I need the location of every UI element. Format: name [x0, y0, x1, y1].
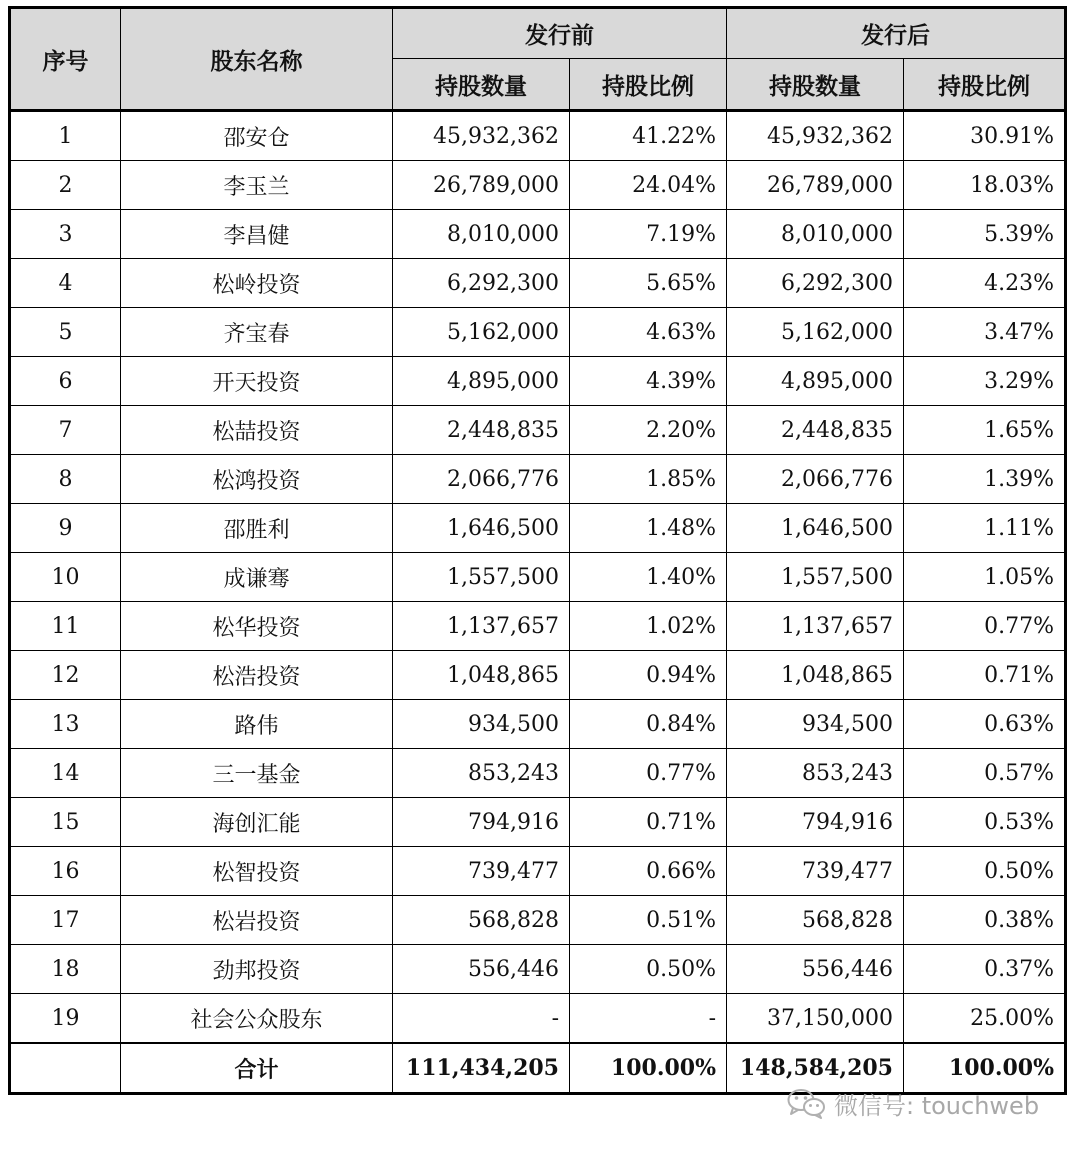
- table-row: [10, 749, 1066, 798]
- after-shares: 45,932,362: [727, 111, 904, 161]
- row-index: 6: [10, 357, 121, 406]
- table-row: [10, 210, 1066, 259]
- after-shares: 2,448,835: [727, 406, 904, 455]
- shareholder-table: [8, 6, 1067, 1095]
- shareholder-name: 李昌健: [121, 210, 393, 259]
- after-shares: 568,828: [727, 896, 904, 945]
- before-ratio: 1.48%: [570, 504, 727, 553]
- header-before-shares: 持股数量: [393, 59, 570, 111]
- after-ratio: 1.65%: [904, 406, 1066, 455]
- after-shares: 934,500: [727, 700, 904, 749]
- before-ratio: 0.94%: [570, 651, 727, 700]
- before-ratio: 4.39%: [570, 357, 727, 406]
- table-row: [10, 553, 1066, 602]
- row-index: 11: [10, 602, 121, 651]
- shareholder-name: 海创汇能: [121, 798, 393, 847]
- row-index: 1: [10, 111, 121, 161]
- after-ratio: 1.11%: [904, 504, 1066, 553]
- shareholder-name: 邵胜利: [121, 504, 393, 553]
- watermark-text: 微信号: touchweb: [834, 1091, 1040, 1120]
- after-ratio: 3.29%: [904, 357, 1066, 406]
- table-row: [10, 111, 1066, 161]
- before-shares: 556,446: [393, 945, 570, 994]
- total-label: 合计: [121, 1043, 393, 1094]
- before-ratio: 2.20%: [570, 406, 727, 455]
- row-index: 17: [10, 896, 121, 945]
- after-ratio: 25.00%: [904, 994, 1066, 1044]
- table-row: [10, 896, 1066, 945]
- shareholder-name: 成谦骞: [121, 553, 393, 602]
- shareholder-name: 社会公众股东: [121, 994, 393, 1044]
- after-shares: 1,557,500: [727, 553, 904, 602]
- table-row: [10, 504, 1066, 553]
- shareholder-name: 松华投资: [121, 602, 393, 651]
- table-row: [10, 847, 1066, 896]
- before-shares: 1,557,500: [393, 553, 570, 602]
- before-shares: 853,243: [393, 749, 570, 798]
- after-ratio: 5.39%: [904, 210, 1066, 259]
- before-shares: 739,477: [393, 847, 570, 896]
- after-ratio: 0.57%: [904, 749, 1066, 798]
- total-after-shares: 148,584,205: [727, 1043, 904, 1094]
- after-ratio: 1.05%: [904, 553, 1066, 602]
- row-index: 9: [10, 504, 121, 553]
- after-ratio: 3.47%: [904, 308, 1066, 357]
- before-ratio: 0.66%: [570, 847, 727, 896]
- header-index: 序号: [10, 8, 121, 111]
- after-shares: 1,048,865: [727, 651, 904, 700]
- before-ratio: 4.63%: [570, 308, 727, 357]
- before-ratio: 24.04%: [570, 161, 727, 210]
- before-shares: 1,137,657: [393, 602, 570, 651]
- before-shares: 8,010,000: [393, 210, 570, 259]
- shareholder-name: 松岭投资: [121, 259, 393, 308]
- header-after-shares: 持股数量: [727, 59, 904, 111]
- row-index: 19: [10, 994, 121, 1044]
- after-shares: 739,477: [727, 847, 904, 896]
- table-header: [10, 8, 1066, 111]
- table-row: [10, 357, 1066, 406]
- before-shares: 1,048,865: [393, 651, 570, 700]
- before-ratio: 0.84%: [570, 700, 727, 749]
- before-ratio: -: [570, 994, 727, 1044]
- table-body: [10, 111, 1066, 1044]
- table-row: [10, 651, 1066, 700]
- shareholder-name: 松岩投资: [121, 896, 393, 945]
- header-before-ratio: 持股比例: [570, 59, 727, 111]
- before-ratio: 1.85%: [570, 455, 727, 504]
- before-shares: 568,828: [393, 896, 570, 945]
- after-shares: 26,789,000: [727, 161, 904, 210]
- row-index: 10: [10, 553, 121, 602]
- header-name: 股东名称: [121, 8, 393, 111]
- row-index: 4: [10, 259, 121, 308]
- after-ratio: 0.53%: [904, 798, 1066, 847]
- row-index: 2: [10, 161, 121, 210]
- shareholder-name: 三一基金: [121, 749, 393, 798]
- row-index: 14: [10, 749, 121, 798]
- table-row: [10, 994, 1066, 1044]
- shareholder-name: 松鸿投资: [121, 455, 393, 504]
- after-shares: 4,895,000: [727, 357, 904, 406]
- table-row: [10, 602, 1066, 651]
- table-row: [10, 700, 1066, 749]
- total-before-shares: 111,434,205: [393, 1043, 570, 1094]
- table-row: [10, 308, 1066, 357]
- after-ratio: 0.71%: [904, 651, 1066, 700]
- after-shares: 794,916: [727, 798, 904, 847]
- after-ratio: 0.77%: [904, 602, 1066, 651]
- row-index: 7: [10, 406, 121, 455]
- shareholder-name: 松智投资: [121, 847, 393, 896]
- row-index: 8: [10, 455, 121, 504]
- after-ratio: 0.38%: [904, 896, 1066, 945]
- before-shares: 5,162,000: [393, 308, 570, 357]
- table-row: [10, 798, 1066, 847]
- watermark: [786, 1086, 1039, 1120]
- shareholder-name: 松浩投资: [121, 651, 393, 700]
- after-shares: 1,646,500: [727, 504, 904, 553]
- before-shares: 1,646,500: [393, 504, 570, 553]
- shareholder-name: 劲邦投资: [121, 945, 393, 994]
- after-ratio: 0.37%: [904, 945, 1066, 994]
- after-shares: 8,010,000: [727, 210, 904, 259]
- before-ratio: 0.51%: [570, 896, 727, 945]
- before-ratio: 7.19%: [570, 210, 727, 259]
- row-index: 18: [10, 945, 121, 994]
- shareholder-name: 松喆投资: [121, 406, 393, 455]
- row-index: 13: [10, 700, 121, 749]
- before-ratio: 0.71%: [570, 798, 727, 847]
- total-before-ratio: 100.00%: [570, 1043, 727, 1094]
- shareholder-name: 邵安仓: [121, 111, 393, 161]
- row-index: 15: [10, 798, 121, 847]
- after-shares: 5,162,000: [727, 308, 904, 357]
- shareholder-name: 路伟: [121, 700, 393, 749]
- before-shares: 26,789,000: [393, 161, 570, 210]
- header-after-issue: 发行后: [727, 8, 1066, 59]
- shareholder-name: 齐宝春: [121, 308, 393, 357]
- before-shares: 2,448,835: [393, 406, 570, 455]
- after-ratio: 18.03%: [904, 161, 1066, 210]
- after-shares: 556,446: [727, 945, 904, 994]
- table-row: [10, 259, 1066, 308]
- total-index-cell: [10, 1043, 121, 1094]
- after-shares: 37,150,000: [727, 994, 904, 1044]
- table-row: [10, 161, 1066, 210]
- before-shares: 2,066,776: [393, 455, 570, 504]
- before-ratio: 5.65%: [570, 259, 727, 308]
- before-shares: 45,932,362: [393, 111, 570, 161]
- wechat-icon: [786, 1087, 826, 1119]
- shareholder-name: 李玉兰: [121, 161, 393, 210]
- after-shares: 853,243: [727, 749, 904, 798]
- table-row: [10, 406, 1066, 455]
- after-ratio: 30.91%: [904, 111, 1066, 161]
- after-ratio: 4.23%: [904, 259, 1066, 308]
- row-index: 3: [10, 210, 121, 259]
- after-ratio: 1.39%: [904, 455, 1066, 504]
- after-ratio: 0.50%: [904, 847, 1066, 896]
- before-ratio: 1.40%: [570, 553, 727, 602]
- table-row: [10, 455, 1066, 504]
- row-index: 16: [10, 847, 121, 896]
- table-row: [10, 945, 1066, 994]
- before-shares: 934,500: [393, 700, 570, 749]
- before-ratio: 41.22%: [570, 111, 727, 161]
- row-index: 5: [10, 308, 121, 357]
- header-before-issue: 发行前: [393, 8, 727, 59]
- total-after-ratio: 100.00%: [904, 1043, 1066, 1094]
- after-shares: 2,066,776: [727, 455, 904, 504]
- before-ratio: 1.02%: [570, 602, 727, 651]
- before-shares: 6,292,300: [393, 259, 570, 308]
- header-after-ratio: 持股比例: [904, 59, 1066, 111]
- before-ratio: 0.77%: [570, 749, 727, 798]
- after-ratio: 0.63%: [904, 700, 1066, 749]
- row-index: 12: [10, 651, 121, 700]
- before-shares: 794,916: [393, 798, 570, 847]
- before-shares: 4,895,000: [393, 357, 570, 406]
- after-shares: 6,292,300: [727, 259, 904, 308]
- shareholder-name: 开天投资: [121, 357, 393, 406]
- after-shares: 1,137,657: [727, 602, 904, 651]
- before-ratio: 0.50%: [570, 945, 727, 994]
- before-shares: -: [393, 994, 570, 1044]
